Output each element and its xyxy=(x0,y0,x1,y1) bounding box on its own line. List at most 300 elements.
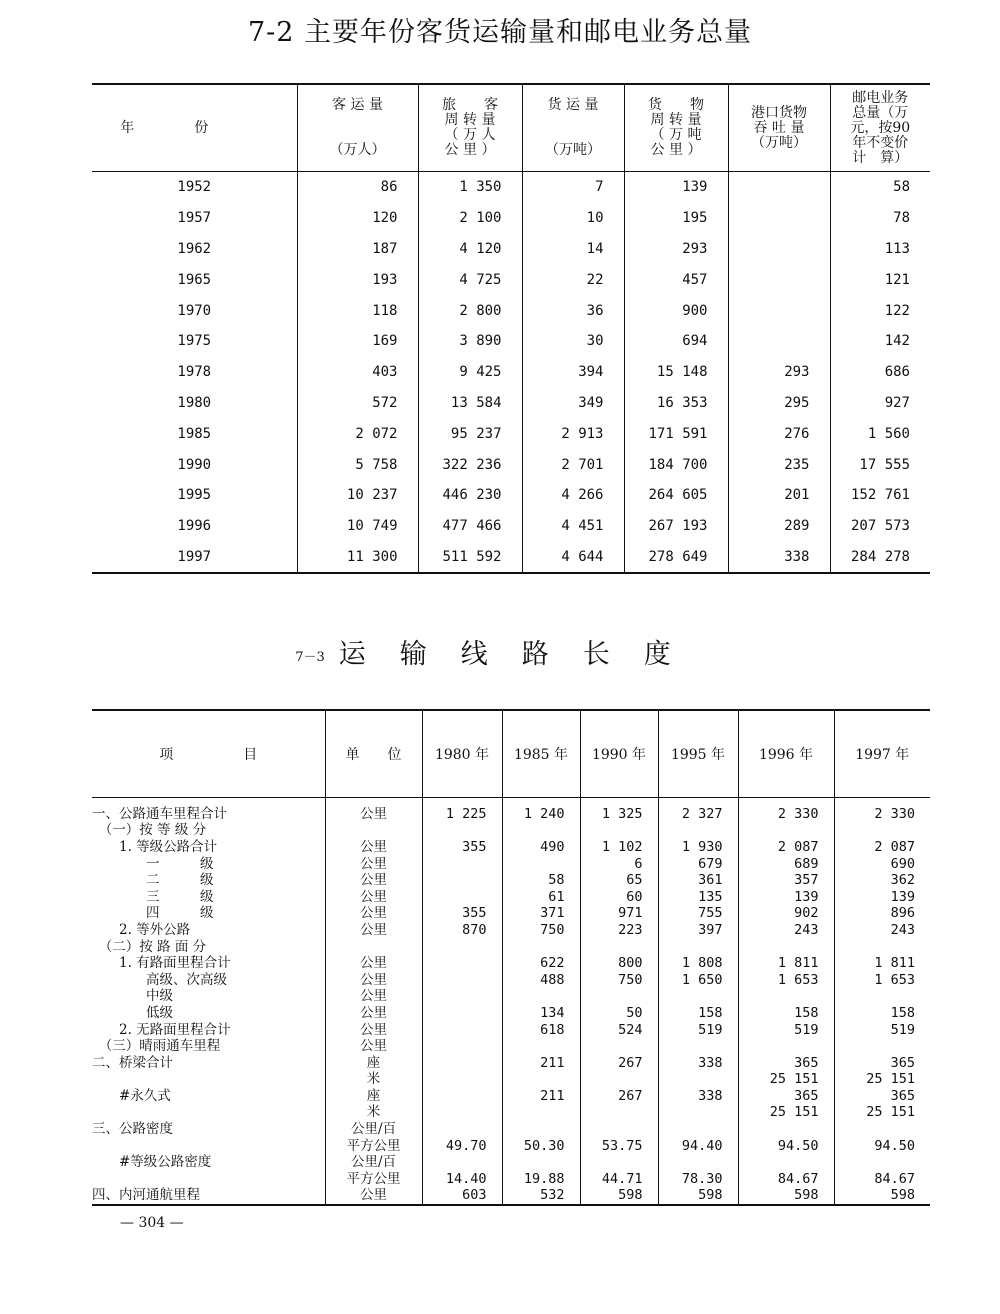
table-7-3-title-text: 运输线路长度 xyxy=(338,639,705,670)
value-cell: 25 151 xyxy=(834,1105,930,1122)
value-cell xyxy=(834,1121,930,1138)
value-cell: 361 xyxy=(658,872,738,889)
value-cell: 30 xyxy=(522,326,624,357)
value-cell xyxy=(580,1038,658,1055)
value-cell xyxy=(658,989,738,1006)
value-cell xyxy=(580,1105,658,1122)
table-row xyxy=(92,1088,930,1105)
value-cell: 267 xyxy=(580,1088,658,1105)
column-header: 1995 年 xyxy=(658,710,738,798)
header-line: 周 转 量 xyxy=(444,112,496,128)
table-row xyxy=(92,798,930,823)
value-cell: 900 xyxy=(624,295,728,326)
table-row xyxy=(92,939,930,956)
item-cell: 三 级 xyxy=(92,888,214,905)
table-row xyxy=(92,295,930,326)
value-cell xyxy=(728,264,830,295)
table-row xyxy=(92,955,930,972)
value-cell: 25 151 xyxy=(834,1072,930,1089)
value-cell: 16 353 xyxy=(624,388,728,419)
item-cell: 二 级 xyxy=(92,872,214,889)
value-cell: 158 xyxy=(738,1005,834,1022)
value-cell: 158 xyxy=(658,1005,738,1022)
header-year xyxy=(92,84,297,172)
value-cell xyxy=(580,823,658,840)
unit-cell: 公里 xyxy=(325,1188,422,1206)
value-cell: 338 xyxy=(658,1055,738,1072)
value-cell xyxy=(580,989,658,1006)
value-cell xyxy=(422,856,502,873)
value-cell xyxy=(502,823,580,840)
value-cell xyxy=(834,939,930,956)
value-cell: 490 xyxy=(502,839,580,856)
value-cell: 362 xyxy=(834,872,930,889)
item-cell: 四、内河通航里程 xyxy=(92,1187,200,1204)
value-cell xyxy=(658,1105,738,1122)
value-cell: 355 xyxy=(422,906,502,923)
table-row xyxy=(92,989,930,1006)
item-cell: （二）按 路 面 分 xyxy=(92,938,207,955)
value-cell: 58 xyxy=(830,172,930,203)
value-cell: 276 xyxy=(728,418,830,449)
value-cell: 679 xyxy=(658,856,738,873)
value-cell: 2 701 xyxy=(522,449,624,480)
value-cell: 86 xyxy=(297,172,418,203)
value-cell xyxy=(738,1038,834,1055)
value-cell: 152 761 xyxy=(830,480,930,511)
value-cell xyxy=(422,1005,502,1022)
column-header: 1980 年 xyxy=(422,710,502,798)
value-cell: 1 808 xyxy=(658,955,738,972)
table-row xyxy=(92,511,930,542)
value-cell: 53.75 xyxy=(580,1138,658,1155)
item-cell: 中级 xyxy=(92,988,173,1005)
value-cell xyxy=(502,1154,580,1171)
header-line: 旅 客 xyxy=(442,97,498,113)
transport-volume-table xyxy=(92,83,930,574)
table-row xyxy=(92,1005,930,1022)
value-cell xyxy=(502,1121,580,1138)
value-cell: 532 xyxy=(502,1188,580,1206)
table-row xyxy=(92,1022,930,1039)
unit-cell: 公里 xyxy=(325,1038,422,1055)
value-cell: 896 xyxy=(834,906,930,923)
value-cell: 60 xyxy=(580,889,658,906)
table-row xyxy=(92,542,930,574)
table-row xyxy=(92,357,930,388)
value-cell: 2 087 xyxy=(738,839,834,856)
value-cell: 121 xyxy=(830,264,930,295)
header-line: 年不变价 xyxy=(852,134,909,151)
value-cell xyxy=(422,872,502,889)
table-row xyxy=(92,1055,930,1072)
value-cell: 572 xyxy=(297,388,418,419)
table-row xyxy=(92,972,930,989)
value-cell: 11 300 xyxy=(297,542,418,574)
value-cell: 457 xyxy=(624,264,728,295)
value-cell: 4 120 xyxy=(418,234,522,265)
value-cell: 61 xyxy=(502,889,580,906)
value-cell: 750 xyxy=(580,972,658,989)
value-cell: 243 xyxy=(738,922,834,939)
column-header: 1985 年 xyxy=(502,710,580,798)
column-header: 1997 年 xyxy=(834,710,930,798)
header-line: （ 万 人 xyxy=(444,127,496,143)
unit-cell: 公里 xyxy=(325,922,422,939)
value-cell: 365 xyxy=(738,1088,834,1105)
value-cell: 1 811 xyxy=(738,955,834,972)
value-cell xyxy=(422,823,502,840)
value-cell xyxy=(422,889,502,906)
table-row xyxy=(92,1038,930,1055)
item-cell xyxy=(92,1072,325,1089)
value-cell: 519 xyxy=(834,1022,930,1039)
value-cell xyxy=(738,939,834,956)
item-cell xyxy=(92,1138,325,1155)
table-row xyxy=(92,1138,930,1155)
table-row xyxy=(92,203,930,234)
value-cell: 25 151 xyxy=(738,1072,834,1089)
value-cell xyxy=(834,823,930,840)
page-number: — 304 — xyxy=(120,1215,184,1231)
value-cell xyxy=(422,1105,502,1122)
item-cell: （一）按 等 级 分 xyxy=(92,822,207,839)
header-line: （万人） xyxy=(329,142,386,158)
header-post xyxy=(830,84,930,172)
value-cell: 1 240 xyxy=(502,798,580,823)
item-cell xyxy=(92,1105,325,1122)
value-cell: 94.40 xyxy=(658,1138,738,1155)
header-line: 客 运 量 xyxy=(332,97,383,113)
header-passenger-turnover xyxy=(418,84,522,172)
value-cell: 1 930 xyxy=(658,839,738,856)
value-cell: 2 913 xyxy=(522,418,624,449)
unit-cell: 座 xyxy=(325,1088,422,1105)
year-cell: 1957 xyxy=(177,210,212,227)
value-cell xyxy=(728,172,830,203)
header-freight xyxy=(522,84,624,172)
value-cell xyxy=(580,1072,658,1089)
value-cell: 134 xyxy=(502,1005,580,1022)
value-cell xyxy=(422,939,502,956)
item-cell: 1. 有路面里程合计 xyxy=(92,955,231,972)
value-cell: 598 xyxy=(580,1188,658,1206)
value-cell: 235 xyxy=(728,449,830,480)
value-cell: 289 xyxy=(728,511,830,542)
value-cell: 2 072 xyxy=(297,418,418,449)
value-cell: 25 151 xyxy=(738,1105,834,1122)
table-row xyxy=(92,388,930,419)
unit-cell: 公里 xyxy=(325,906,422,923)
value-cell: 187 xyxy=(297,234,418,265)
value-cell: 519 xyxy=(738,1022,834,1039)
value-cell: 365 xyxy=(834,1055,930,1072)
header-freight-turnover xyxy=(624,84,728,172)
unit-cell: 公里 xyxy=(325,989,422,1006)
value-cell: 394 xyxy=(522,357,624,388)
value-cell: 10 xyxy=(522,203,624,234)
item-cell: 2. 等外公路 xyxy=(92,921,191,938)
value-cell: 2 330 xyxy=(834,798,930,823)
value-cell: 4 266 xyxy=(522,480,624,511)
value-cell: 211 xyxy=(502,1055,580,1072)
value-cell: 511 592 xyxy=(418,542,522,574)
value-cell xyxy=(422,1038,502,1055)
value-cell: 927 xyxy=(830,388,930,419)
value-cell: 349 xyxy=(522,388,624,419)
unit-cell: 公里 xyxy=(325,798,422,823)
value-cell: 1 653 xyxy=(834,972,930,989)
value-cell: 618 xyxy=(502,1022,580,1039)
value-cell: 122 xyxy=(830,295,930,326)
value-cell: 223 xyxy=(580,922,658,939)
value-cell: 371 xyxy=(502,906,580,923)
value-cell: 14.40 xyxy=(422,1171,502,1188)
value-cell: 870 xyxy=(422,922,502,939)
unit-cell xyxy=(325,939,422,956)
value-cell xyxy=(502,1072,580,1089)
value-cell: 902 xyxy=(738,906,834,923)
value-cell xyxy=(728,326,830,357)
value-cell xyxy=(422,1022,502,1039)
value-cell: 357 xyxy=(738,872,834,889)
unit-cell: 公里 xyxy=(325,1005,422,1022)
value-cell: 184 700 xyxy=(624,449,728,480)
value-cell xyxy=(502,1105,580,1122)
year-cell: 1970 xyxy=(177,302,212,319)
value-cell: 158 xyxy=(834,1005,930,1022)
header-line: 公 里 ） xyxy=(444,142,496,158)
value-cell: 4 644 xyxy=(522,542,624,574)
value-cell: 4 725 xyxy=(418,264,522,295)
value-cell: 49.70 xyxy=(422,1138,502,1155)
year-cell: 1996 xyxy=(177,518,212,535)
value-cell xyxy=(502,989,580,1006)
year-cell: 1978 xyxy=(177,364,212,381)
value-cell: 1 350 xyxy=(418,172,522,203)
value-cell xyxy=(658,1121,738,1138)
table-row xyxy=(92,1188,930,1206)
value-cell: 690 xyxy=(834,856,930,873)
value-cell: 295 xyxy=(728,388,830,419)
route-length-table xyxy=(92,709,930,1206)
header-port xyxy=(728,84,830,172)
value-cell: 686 xyxy=(830,357,930,388)
value-cell: 322 236 xyxy=(418,449,522,480)
item-cell: 2. 无路面里程合计 xyxy=(92,1021,231,1038)
value-cell: 120 xyxy=(297,203,418,234)
value-cell: 7 xyxy=(522,172,624,203)
unit-cell: 米 xyxy=(325,1072,422,1089)
value-cell: 95 237 xyxy=(418,418,522,449)
value-cell xyxy=(422,1055,502,1072)
value-cell: 58 xyxy=(502,872,580,889)
year-cell: 1962 xyxy=(177,240,212,257)
unit-cell xyxy=(325,823,422,840)
table-7-3-number: 7－3 xyxy=(295,650,325,665)
table-row xyxy=(92,823,930,840)
header-passengers xyxy=(297,84,418,172)
column-header: 项 目 xyxy=(92,710,325,798)
table-7-2-title: 7-2 主要年份客货运输量和邮电业务总量 xyxy=(247,17,753,48)
value-cell: 1 325 xyxy=(580,798,658,823)
table-row xyxy=(92,839,930,856)
header-line: 货 运 量 xyxy=(547,97,599,113)
value-cell: 211 xyxy=(502,1088,580,1105)
value-cell: 264 605 xyxy=(624,480,728,511)
value-cell: 365 xyxy=(834,1088,930,1105)
value-cell: 135 xyxy=(658,889,738,906)
value-cell xyxy=(658,1072,738,1089)
header-line: 货 物 xyxy=(648,97,704,113)
value-cell: 22 xyxy=(522,264,624,295)
item-cell xyxy=(92,1171,325,1188)
item-cell: 三、公路密度 xyxy=(92,1121,173,1138)
item-cell: （三）晴雨通车里程 xyxy=(92,1038,221,1055)
value-cell: 193 xyxy=(297,264,418,295)
value-cell: 65 xyxy=(580,872,658,889)
item-cell: 低级 xyxy=(92,1004,173,1021)
value-cell: 267 xyxy=(580,1055,658,1072)
value-cell: 84.67 xyxy=(834,1171,930,1188)
value-cell: 17 555 xyxy=(830,449,930,480)
value-cell: 139 xyxy=(834,889,930,906)
item-cell: 一、公路通车里程合计 xyxy=(92,805,227,822)
value-cell xyxy=(738,1154,834,1171)
value-cell: 2 800 xyxy=(418,295,522,326)
table-row xyxy=(92,234,930,265)
value-cell xyxy=(502,939,580,956)
value-cell: 694 xyxy=(624,326,728,357)
column-header: 单 位 xyxy=(325,710,422,798)
value-cell: 293 xyxy=(624,234,728,265)
header-line: 计 算） xyxy=(852,149,909,166)
value-cell: 36 xyxy=(522,295,624,326)
value-cell: 5 758 xyxy=(297,449,418,480)
value-cell: 488 xyxy=(502,972,580,989)
header-line: 邮电业务 xyxy=(852,89,909,106)
value-cell: 524 xyxy=(580,1022,658,1039)
value-cell: 355 xyxy=(422,839,502,856)
value-cell: 94.50 xyxy=(738,1138,834,1155)
value-cell xyxy=(738,989,834,1006)
value-cell: 4 451 xyxy=(522,511,624,542)
value-cell xyxy=(422,1072,502,1089)
header-line: 周 转 量 xyxy=(650,112,702,128)
unit-cell: 公里 xyxy=(325,955,422,972)
value-cell: 6 xyxy=(580,856,658,873)
table-row xyxy=(92,449,930,480)
value-cell: 689 xyxy=(738,856,834,873)
value-cell xyxy=(502,856,580,873)
value-cell: 19.88 xyxy=(502,1171,580,1188)
value-cell: 118 xyxy=(297,295,418,326)
value-cell: 1 560 xyxy=(830,418,930,449)
unit-cell: 座 xyxy=(325,1055,422,1072)
year-cell: 1980 xyxy=(177,394,212,411)
value-cell xyxy=(502,1038,580,1055)
value-cell: 201 xyxy=(728,480,830,511)
value-cell xyxy=(422,989,502,1006)
value-cell: 207 573 xyxy=(830,511,930,542)
value-cell: 2 087 xyxy=(834,839,930,856)
value-cell: 10 237 xyxy=(297,480,418,511)
value-cell xyxy=(834,1038,930,1055)
value-cell: 971 xyxy=(580,906,658,923)
table-row xyxy=(92,906,930,923)
value-cell xyxy=(728,295,830,326)
value-cell: 755 xyxy=(658,906,738,923)
value-cell xyxy=(580,1154,658,1171)
year-cell: 1997 xyxy=(177,548,212,565)
value-cell xyxy=(728,234,830,265)
value-cell xyxy=(834,1154,930,1171)
item-cell: 高级、次高级 xyxy=(92,971,227,988)
value-cell: 2 100 xyxy=(418,203,522,234)
value-cell xyxy=(658,823,738,840)
value-cell: 50 xyxy=(580,1005,658,1022)
unit-cell: 平方公里 xyxy=(325,1138,422,1155)
value-cell: 750 xyxy=(502,922,580,939)
value-cell: 800 xyxy=(580,955,658,972)
item-cell: 二、桥梁合计 xyxy=(92,1054,173,1071)
item-cell: 一 级 xyxy=(92,855,214,872)
value-cell: 446 230 xyxy=(418,480,522,511)
value-cell xyxy=(834,989,930,1006)
value-cell xyxy=(422,972,502,989)
header-line: 元，按90 xyxy=(850,119,911,136)
value-cell: 1 811 xyxy=(834,955,930,972)
value-cell: 113 xyxy=(830,234,930,265)
value-cell: 293 xyxy=(728,357,830,388)
value-cell: 44.71 xyxy=(580,1171,658,1188)
value-cell xyxy=(738,1121,834,1138)
table-row xyxy=(92,172,930,203)
value-cell xyxy=(422,1088,502,1105)
value-cell: 2 327 xyxy=(658,798,738,823)
header-line: 港口货物 xyxy=(751,104,807,121)
table-row xyxy=(92,264,930,295)
value-cell: 1 102 xyxy=(580,839,658,856)
value-cell: 15 148 xyxy=(624,357,728,388)
value-cell xyxy=(658,1154,738,1171)
value-cell xyxy=(422,1154,502,1171)
table-row xyxy=(92,856,930,873)
table-row xyxy=(92,1154,930,1171)
value-cell: 598 xyxy=(658,1188,738,1206)
value-cell: 9 425 xyxy=(418,357,522,388)
value-cell: 14 xyxy=(522,234,624,265)
unit-cell: 公里/百 xyxy=(325,1121,422,1138)
unit-cell: 米 xyxy=(325,1105,422,1122)
value-cell xyxy=(658,1038,738,1055)
value-cell: 403 xyxy=(297,357,418,388)
value-cell: 171 591 xyxy=(624,418,728,449)
value-cell: 267 193 xyxy=(624,511,728,542)
unit-cell: 公里/百 xyxy=(325,1154,422,1171)
value-cell: 10 749 xyxy=(297,511,418,542)
value-cell xyxy=(580,1121,658,1138)
value-cell: 195 xyxy=(624,203,728,234)
table-row xyxy=(92,326,930,357)
value-cell: 519 xyxy=(658,1022,738,1039)
table-row xyxy=(92,480,930,511)
unit-cell: 公里 xyxy=(325,1022,422,1039)
item-cell: 四 级 xyxy=(92,905,214,922)
value-cell: 477 466 xyxy=(418,511,522,542)
unit-cell: 公里 xyxy=(325,972,422,989)
table-row xyxy=(92,872,930,889)
